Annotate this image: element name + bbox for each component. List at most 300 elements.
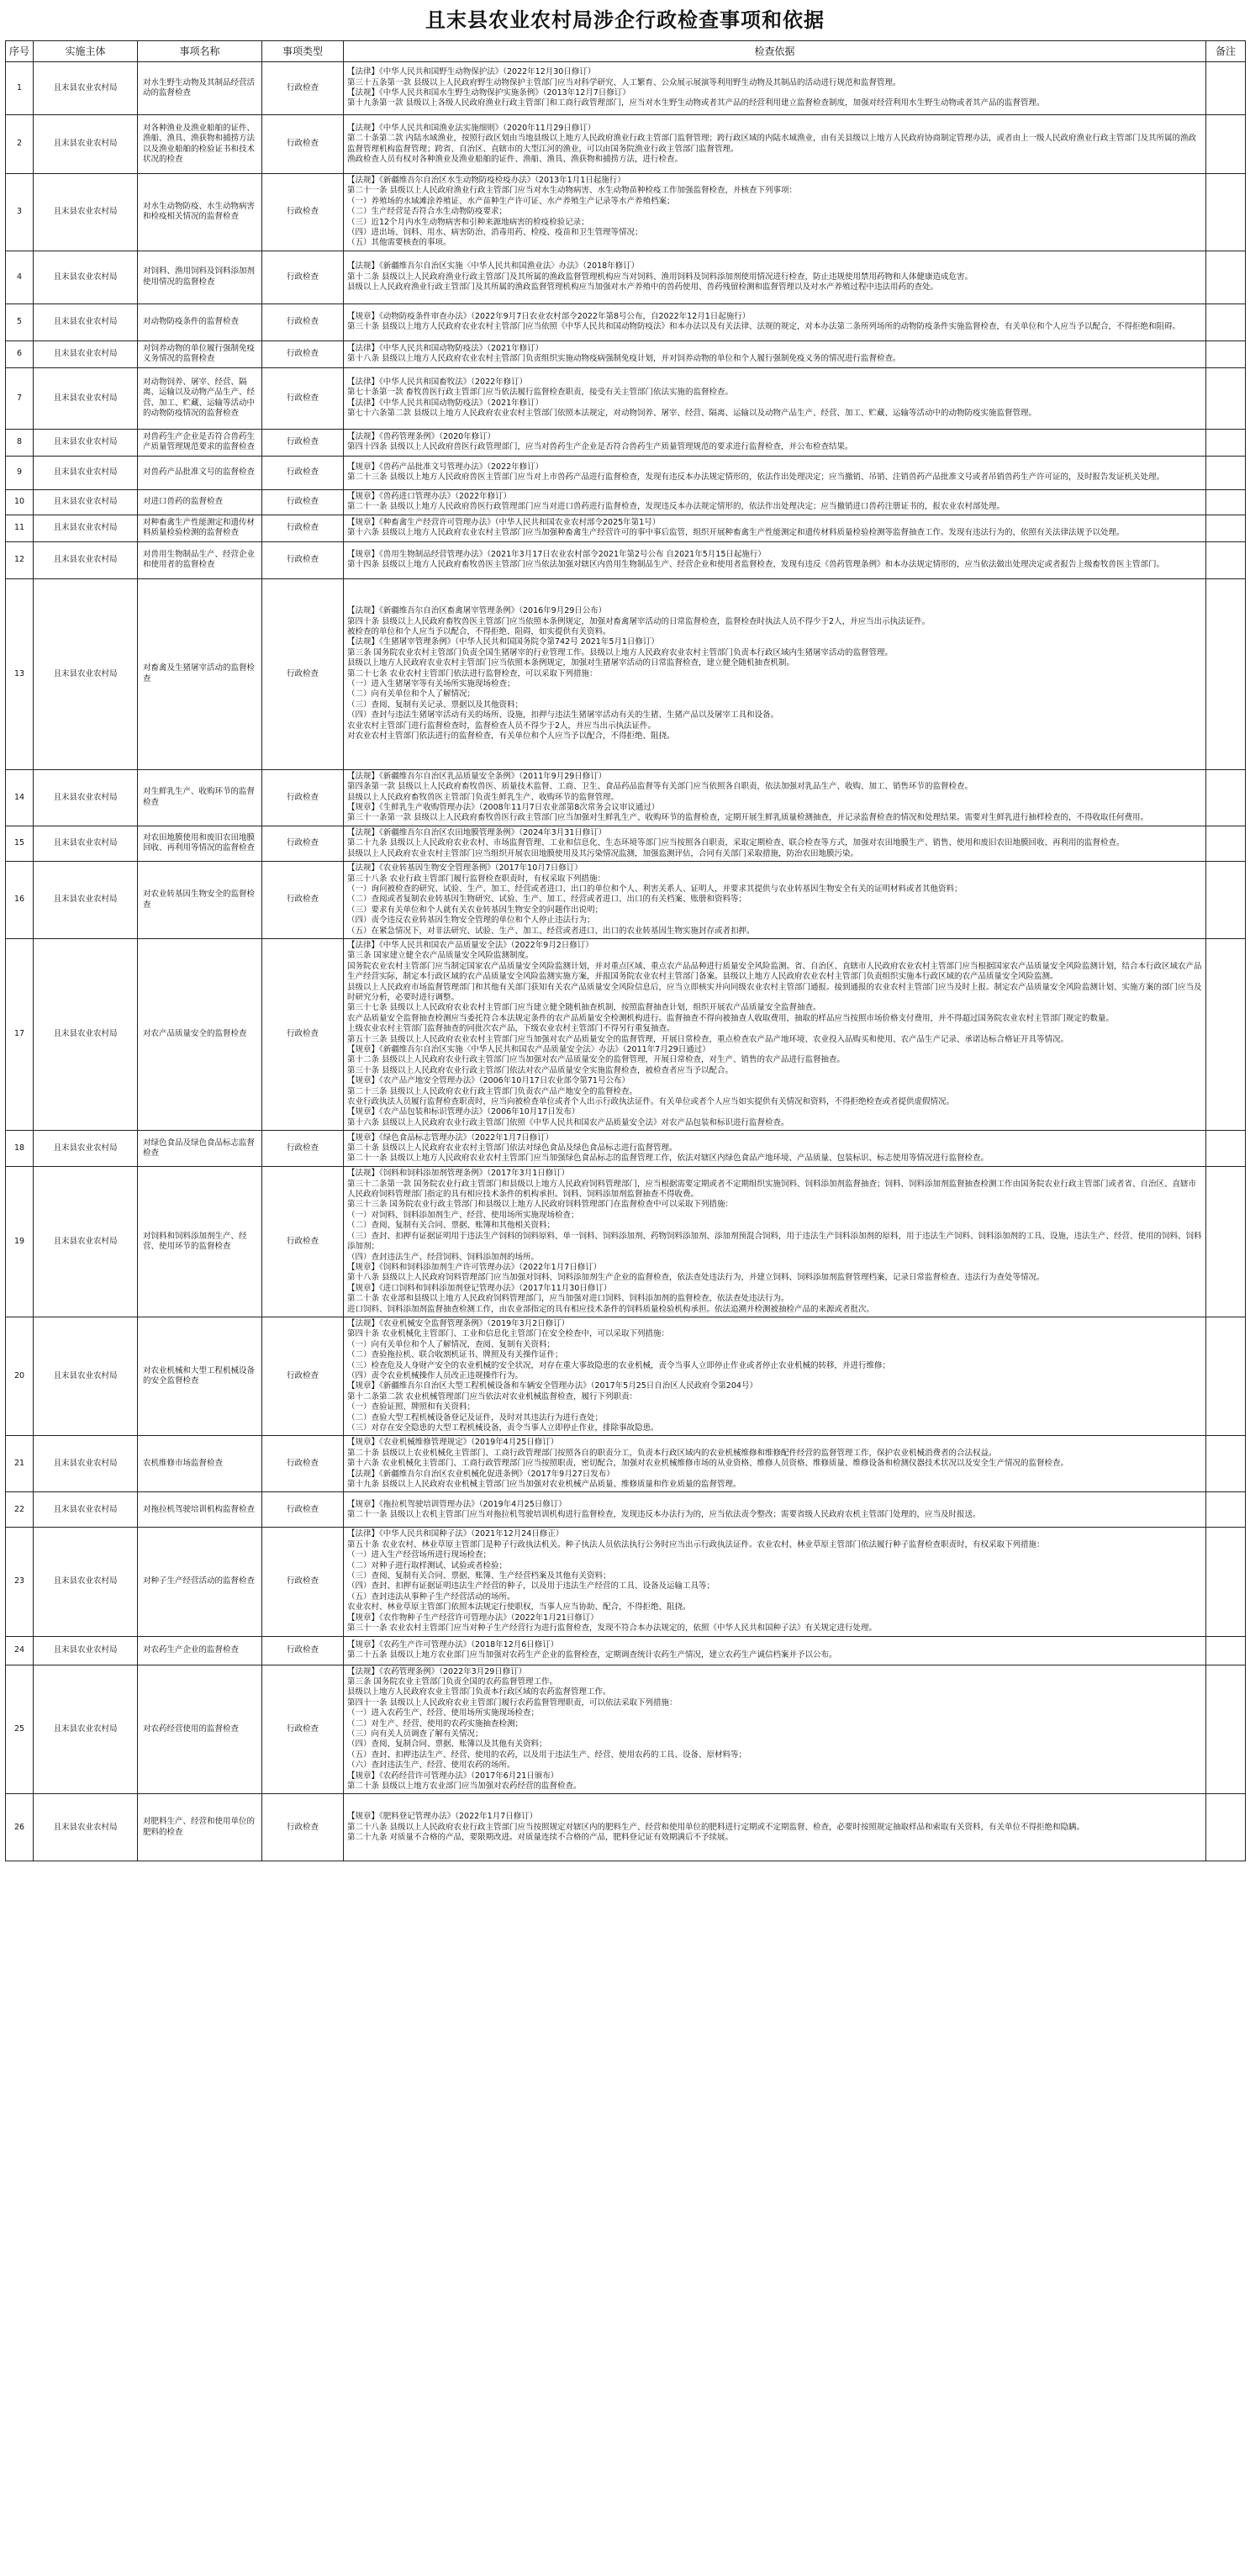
row-item-name: 对水生动物防疫、水生动物病害和检疫相关情况的监督检查 xyxy=(138,174,262,251)
row-remark xyxy=(1206,62,1246,115)
basis-line: （二）向有关单位和个人了解情况； xyxy=(347,689,476,699)
basis-line: 第二十八条 县级以上人民政府农业行政主管部门应当按照规定对辖区内的肥料生产、经营和使用单位的肥料进行定期或不定期监督、检查，必要时按照规定抽取样品和索取有关资料，有关单位不得拒绝和隐瞒。 xyxy=(347,1822,1085,1832)
basis-line: 【法规】《生猪屠宰管理条例》（中华人民共和国国务院令第742号 2021年5月1日修订） xyxy=(347,637,659,647)
row-subject: 且末县农业农村局 xyxy=(34,938,138,1130)
row-item-type: 行政检查 xyxy=(262,62,344,115)
row-item-name: 对畜禽及生猪屠宰活动的监督检查 xyxy=(138,578,262,769)
basis-line: （四）进出场、饲料、用水、病害防治、消毒用药、检疫、疫苗和卫生管理等情况； xyxy=(347,228,643,238)
row-remark xyxy=(1206,578,1246,769)
basis-line: 【法规】《新疆维吾尔自治区畜禽屠宰管理条例》（2016年9月29日公布） xyxy=(347,606,607,616)
row-item-type: 行政检查 xyxy=(262,1636,344,1665)
basis-line: （四）查封、扣押有证据证明违法生产经营的种子，以及用于违法生产经营的工具、设备及运输工具等； xyxy=(347,1581,715,1592)
row-item-name: 对兽用生物制品生产、经营企业和使用者的监督检查 xyxy=(138,541,262,578)
table-row xyxy=(6,1665,1246,1794)
row-item-name: 对动物防疫条件的监督检查 xyxy=(138,304,262,340)
basis-line: （五）查封、扣押违法生产、经营、使用的农药，以及用于违法生产、经营、使用农药的工具、设备、原材料等； xyxy=(347,1750,747,1760)
page-title: 且末县农业农村局涉企行政检查事项和依据 xyxy=(425,8,825,32)
row-item-type: 行政检查 xyxy=(262,769,344,826)
basis-line: 【规章】《兽药产品批准文号管理办法》（2022年修订） xyxy=(347,462,544,472)
basis-line: 上级农业农村主管部门监督抽查的同批次农产品，下级农业农村主管部门不得另行重复抽查。 xyxy=(347,1024,675,1034)
basis-line: 第二十七条 农业农村主管部门依法进行监督检查，可以采取下列措施： xyxy=(347,668,598,678)
basis-line: 【法律】《中华人民共和国动物防疫法》（2021年修订） xyxy=(347,398,544,408)
basis-line: 第二十条 农业部和县级以上地方人民政府饲料管理部门，应当加强对进口饲料、饲料添加剂的监督检查，依法查处违法行为。 xyxy=(347,1294,789,1304)
table-row xyxy=(6,515,1246,541)
basis-line: 第三十七条 县级以上人民政府农业农村主管部门应当建立健全随机抽查机制，按照监督抽查计划，组织开展农产品质量安全监督抽查。 xyxy=(347,1003,821,1013)
basis-line: 【规章】《兽用生物制品经营管理办法》（2021年3月17日农业农村部令2021年第2号公布 自2021年5月15日起施行） xyxy=(347,549,766,559)
row-item-type: 行政检查 xyxy=(262,541,344,578)
table-row xyxy=(6,251,1246,304)
basis-line: 县级以上人民政府渔业行政主管部门及其所属的渔政监督管理机构应当加强对水产养殖中的兽药使用、兽药残留检测和监督管理以及对水产养殖过程中违法用药的查处。 xyxy=(347,282,939,293)
basis-line: 第二十一条 县级以上人民政府渔业行政主管部门应当对水生动物病害、水生动物苗种检疫工作加强监督检查，并核查下列事项： xyxy=(347,186,798,196)
row-number: 12 xyxy=(6,541,34,578)
basis-line: 【规章】《新疆维吾尔自治区大型工程机械设备和车辆安全管理办法》（2017年5月25日自治区人民政府令第204号） xyxy=(347,1381,757,1391)
basis-line: （二）对种子进行取样测试、试验或者检验； xyxy=(347,1560,508,1570)
table-row xyxy=(6,1492,1246,1528)
basis-line: 【法规】《新疆维吾尔自治区实施〈中华人民共和国渔业法〉办法》（2018年修订） xyxy=(347,261,640,272)
row-basis xyxy=(344,251,1206,304)
header-name: 事项名称 xyxy=(138,41,262,62)
row-basis xyxy=(344,1528,1206,1636)
basis-line: 国务院农业农村主管部门应当制定国家农产品质量安全风险监测计划，并对重点区域、重点农产品品种进行质量安全风险监测。省、自治区、直辖市人民政府农业农村主管部门应当根据国家农产品质量安全风险监测计划，结合本行政区域农产品生产经营实际，制定本行政区域的农产品质量安全风险监测实施方案，并报国务院农业农村主管部门备案。县级以上地方人民政府农业农村主管部门负责组织实施本行政区域的农产品质量安全风险监测。 xyxy=(347,961,1202,982)
header-basis: 检查依据 xyxy=(344,41,1206,62)
row-remark xyxy=(1206,1436,1246,1492)
row-subject: 且末县农业农村局 xyxy=(34,1167,138,1317)
row-item-name: 对动物饲养、屠宰、经营、隔离、运输以及动物产品生产、经营、加工、贮藏、运输等活动中的动物防疫情况的监督检查 xyxy=(138,367,262,429)
basis-line: （三）检查危及人身财产安全的农业机械的安全状况，对存在重大事故隐患的农业机械，责令当事人立即停止作业或者停止农业机械的转移，并进行维修； xyxy=(347,1360,891,1370)
basis-line: 第三条 国务院农业农村主管部门负责全国生猪屠宰的行业管理工作。县级以上地方人民政府农业农村主管部门负责本行政区域内生猪屠宰活动的监督管理。 xyxy=(347,647,894,657)
row-number: 5 xyxy=(6,304,34,340)
basis-line: 县级以上地方人民政府农业主管部门负责本行政区域的农药监督管理工作。 xyxy=(347,1687,611,1697)
basis-line: 第七十条第一款 畜牧兽医行政主管部门应当依法履行监督检查职责，接受有关主管部门依法实施的监督检查。 xyxy=(347,388,734,398)
basis-line: （四）查阅、复制合同、票据、账簿以及其他有关资料； xyxy=(347,1739,547,1750)
row-subject: 且末县农业农村局 xyxy=(34,174,138,251)
basis-line: 第三条 国家建立健全农产品质量安全风险监测制度。 xyxy=(347,951,534,961)
basis-line: 第二十三条 县级以上人民政府农业行政主管部门负责农产品产地安全的监督检查。 xyxy=(347,1086,638,1096)
row-remark xyxy=(1206,1528,1246,1636)
basis-line: 【规章】《新疆维吾尔自治区实施〈中华人民共和国农产品质量安全法〉办法》（2011年7月29日通过） xyxy=(347,1045,710,1054)
inspection-table xyxy=(5,40,1246,1861)
basis-line: 第十二条 县级以上人民政府农业行政主管部门应当加强对农产品质量安全的监督管理，开展日常检查，对生产、销售的农产品进行监督抽查。 xyxy=(347,1055,846,1065)
row-remark xyxy=(1206,938,1246,1130)
row-item-type: 行政检查 xyxy=(262,174,344,251)
row-subject: 且末县农业农村局 xyxy=(34,489,138,515)
basis-line: 第四十四条 县级以上人民政府兽医行政管理部门，应当对兽药生产企业是否符合兽药生产质量管理规范的要求进行监督检查，并公布检查结果。 xyxy=(347,442,853,452)
table-row xyxy=(6,1167,1246,1317)
basis-line: 第二十条第二款 内陆水域渔业，按照行政区划由当地县级以上地方人民政府渔业行政主管部门监督管理；跨行政区域的内陆水域渔业，由有关县级以上地方人民政府协商制定管理办法，或者由上一级人民政府渔业行政主管部门及其所属的渔政监督管理机构监督管理；跨省、自治区、直辖市的大型江河的渔业，可以由国务院渔业行政主管部门监督管理。 xyxy=(347,134,1197,154)
row-remark xyxy=(1206,769,1246,826)
basis-line: 第十六条 县级以上人民政府农业行政主管部门依照《中华人民共和国农产品质量安全法》对农产品包装和标识进行监督检查。 xyxy=(347,1117,789,1127)
row-basis xyxy=(344,456,1206,489)
basis-line: 第十二条 县级以上人民政府渔业行政主管部门及其所属的渔政监督管理机构应当对饲料、渔用饲料及饲料添加剂使用情况进行检查，防止违规使用禁用药物和人体健康造成危害。 xyxy=(347,272,973,282)
basis-line: 【规章】《农药生产许可管理办法》（2018年12月6日修订） xyxy=(347,1639,559,1650)
row-subject: 且末县农业农村局 xyxy=(34,541,138,578)
row-number: 1 xyxy=(6,62,34,115)
table-row xyxy=(6,340,1246,367)
row-item-name: 对农田地膜使用和废旧农田地膜回收、再利用等情况的监督检查 xyxy=(138,826,262,861)
basis-line: 【规章】《种畜禽生产经营许可管理办法》（中华人民共和国农业农村部令2025年第1号） xyxy=(347,517,661,527)
basis-line: 【规章】《生鲜乳生产收购管理办法》（2008年11月7日农业部第8次常务会议审议通过） xyxy=(347,803,660,813)
basis-line: 第七十六条第二款 县级以上地方人民政府农业农村主管部门依照本法规定，对动物饲养、屠宰、经营、隔离、运输以及动物产品生产、经营、加工、贮藏、运输等活动中的动物防疫实施监督管理。 xyxy=(347,409,1037,419)
row-subject: 且末县农业农村局 xyxy=(34,515,138,541)
row-item-type: 行政检查 xyxy=(262,1665,344,1794)
row-item-type: 行政检查 xyxy=(262,367,344,429)
row-number: 17 xyxy=(6,938,34,1130)
row-number: 13 xyxy=(6,578,34,769)
row-remark xyxy=(1206,429,1246,456)
row-item-name: 对进口兽药的监督检查 xyxy=(138,489,262,515)
basis-line: 第二十九条 县级以上人民政府农业农村、市场监督管理、工业和信息化、生态环境等部门应当按照各自职责，采取定期检查、联合检查等方式，加强对农田地膜生产、销售、使用和废旧农田地膜回收、再利用的监督检查。 xyxy=(347,838,1125,848)
row-subject: 且末县农业农村局 xyxy=(34,340,138,367)
row-item-name: 对种子生产经营活动的监督检查 xyxy=(138,1528,262,1636)
row-item-type: 行政检查 xyxy=(262,515,344,541)
row-basis xyxy=(344,1665,1206,1794)
basis-line: （三）要求有关单位和个人就有关农业转基因生物安全的问题作出说明； xyxy=(347,905,604,915)
basis-line: 【法规】《农药管理条例》（2022年3月29日修订） xyxy=(347,1666,527,1676)
row-subject: 且末县农业农村局 xyxy=(34,578,138,769)
row-item-name: 对农业转基因生物安全的监督检查 xyxy=(138,862,262,939)
basis-line: （一）进入生猪屠宰等有关场所实施现场检查； xyxy=(347,679,515,689)
row-number: 7 xyxy=(6,367,34,429)
basis-line: 第二十条 县级以上地方农业部门应当加强对农药经营的监督检查。 xyxy=(347,1781,582,1791)
basis-line: （二）生产经营是否符合水生动物防疫要求； xyxy=(347,207,508,217)
basis-line: 【法规】《兽药管理条例》（2020年修订） xyxy=(347,431,496,441)
row-remark xyxy=(1206,826,1246,861)
row-item-type: 行政检查 xyxy=(262,1528,344,1636)
row-number: 24 xyxy=(6,1636,34,1665)
basis-line: 第三十一条第一款 县级以上人民政府畜牧兽医行政主管部门应当加强对生鲜乳生产、收购环节的监督检查，定期开展生鲜乳质量检测抽查，并记录监督检查的情况和处理结果。需要对生鲜乳进行抽样检查的，不得收取任何费用。 xyxy=(347,813,1149,823)
table-row xyxy=(6,1528,1246,1636)
basis-line: （三）查封、扣押有证据证明用于违法生产饲料的饲料原料、单一饲料、饲料添加剂、药物饲料添加剂、添加剂预混合饲料，用于违法生产饲料添加剂的原料，用于违法生产饲料、饲料添加剂的工具、设施，违法生产、经营、使用的饲料、饲料添加剂； xyxy=(347,1231,1202,1252)
table-row xyxy=(6,1636,1246,1665)
header-row xyxy=(6,41,1246,62)
table-row xyxy=(6,1436,1246,1492)
row-number: 23 xyxy=(6,1528,34,1636)
row-basis xyxy=(344,1492,1206,1528)
row-basis xyxy=(344,826,1206,861)
row-basis xyxy=(344,515,1206,541)
row-number: 11 xyxy=(6,515,34,541)
row-item-name: 对生鲜乳生产、收购环节的监督检查 xyxy=(138,769,262,826)
row-subject: 且末县农业农村局 xyxy=(34,62,138,115)
basis-line: 县级以上人民政府市场监督管理部门和其他有关部门获知有关农产品质量安全风险信息后，应当立即核实并向同级农业农村主管部门通报。接到通报的农业农村主管部门应当及时上报。制定农产品质量安全风险监测计划、实施方案的部门应当及时研究分析，必要时进行调整。 xyxy=(347,982,1202,1002)
row-number: 18 xyxy=(6,1131,34,1167)
basis-line: 第十二条第二款 农业机械管理部门应当依法对农业机械监督检查，履行下列职责： xyxy=(347,1391,638,1401)
row-subject: 且末县农业农村局 xyxy=(34,1317,138,1435)
basis-line: 第二十条 县级以上人民政府农业农村主管部门依法对绿色食品及绿色食品标志进行监督管理。 xyxy=(347,1143,678,1153)
row-basis xyxy=(344,578,1206,769)
basis-line: 【法规】《中华人民共和国渔业法实施细则》（2020年11月29日修订） xyxy=(347,123,596,133)
basis-line: 第二十三条 县级以上地方人民政府兽医主管部门应当对上市兽药产品进行监督检查，发现有违反本办法规定情形的，依法作出处理决定；应当撤销、吊销、注销兽药产品批准文号或者吊销兽药生产许可证的，及时报告发证机关处理。 xyxy=(347,472,1165,483)
row-item-name: 对肥料生产、经营和使用单位的肥料的检查 xyxy=(138,1794,262,1861)
row-remark xyxy=(1206,1131,1246,1167)
row-number: 14 xyxy=(6,769,34,826)
row-basis xyxy=(344,429,1206,456)
row-item-type: 行政检查 xyxy=(262,304,344,340)
basis-line: 第三十八条 农业行政主管部门履行监督检查职责时，有权采取下列措施： xyxy=(347,874,606,884)
basis-line: 第二十一条 县级以上地方人民政府兽医行政管理部门应当对进口兽药进行监督检查，发现违反本办法规定情形的，依法作出处理决定；应当撤销进口兽药注册证书的，报农业农村部处理。 xyxy=(347,502,1005,512)
row-item-name: 对农产品质量安全的监督检查 xyxy=(138,938,262,1130)
basis-line: （一）对饲料、饲料添加剂生产、经营、使用场所实施现场检查； xyxy=(347,1210,579,1220)
basis-line: 县级以上地方人民政府农业农村主管部门应当依照本条例规定，加强对生猪屠宰活动的日常监督检查，建立健全随机抽查机制。 xyxy=(347,658,795,668)
basis-line: （三）近12个月内水生动物病害和引种来源地病害的检疫检验记录； xyxy=(347,217,589,227)
basis-line: 第十六条 农业机械化主管部门、工商行政管理部门应当按照职责，密切配合，加强对农业机械维修市场的从业资格、维修人员资格、维修质量、维修设备和检测仪器技术状况以及安全生产情况的监督检查。 xyxy=(347,1459,1069,1469)
basis-line: 第三十一条 农业农村主管部门应当对种子生产经营行为进行监督检查，发现不符合本办法规定的，依照《中华人民共和国种子法》有关规定进行处理。 xyxy=(347,1623,878,1634)
row-item-type: 行政检查 xyxy=(262,578,344,769)
table-row xyxy=(6,456,1246,489)
row-remark xyxy=(1206,340,1246,367)
row-basis xyxy=(344,1636,1206,1665)
row-item-type: 行政检查 xyxy=(262,938,344,1130)
row-item-name: 对种畜禽生产性能测定和遗传材料质量检验检测的监督检查 xyxy=(138,515,262,541)
basis-line: （四）责令违反农业转基因生物安全管理的单位和个人停止违法行为； xyxy=(347,916,595,926)
row-basis xyxy=(344,340,1206,367)
table-row xyxy=(6,62,1246,115)
basis-line: 【规章】《农业机械维修管理规定》（2019年4月25日修订） xyxy=(347,1438,559,1448)
basis-line: 第十四条 县级以上地方人民政府畜牧兽医主管部门应当依法加强对辖区内兽用生物制品生产、经营企业和使用者监督检查，发现有违反《兽药管理条例》和本办法规定情形的，应当依法做出处理决定或者报告上级畜牧兽医主管部门。 xyxy=(347,560,1165,570)
row-item-name: 对饲养动物的单位履行强制免疫义务情况的监督检查 xyxy=(138,340,262,367)
row-item-type: 行政检查 xyxy=(262,1131,344,1167)
basis-line: 【法规】《新疆维吾尔自治区乳品质量安全条例》（2011年9月29日修订） xyxy=(347,771,607,781)
basis-line: 农产品质量安全监督抽查检测应当委托符合本法规定条件的农产品质量安全检测机构进行。监督抽查不得向被抽查人收取费用，抽取的样品应当按照市场价格支付费用，并不得超过国务院农业农村主管部门规定的数量。 xyxy=(347,1013,1115,1023)
row-item-type: 行政检查 xyxy=(262,115,344,174)
row-remark xyxy=(1206,367,1246,429)
row-remark xyxy=(1206,489,1246,515)
table-row xyxy=(6,826,1246,861)
row-basis xyxy=(344,1167,1206,1317)
basis-line: 【法律】《中华人民共和国野生动物保护法》（2022年12月30日修订） xyxy=(347,67,596,77)
row-subject: 且末县农业农村局 xyxy=(34,1131,138,1167)
basis-line: 渔政检查人员有权对各种渔业及渔业船舶的证件、渔船、渔具、渔获物和捕捞方法，进行检查。 xyxy=(347,154,683,164)
basis-line: 【规章】《肥料登记管理办法》（2022年1月7日修订） xyxy=(347,1812,538,1822)
table-row xyxy=(6,367,1246,429)
basis-line: 【法规】《新疆维吾尔自治区水生动物防疫检疫办法》（2013年1月1日起施行） xyxy=(347,176,625,185)
row-item-name: 对兽药生产企业是否符合兽药生产质量管理规范要求的监督检查 xyxy=(138,429,262,456)
basis-line: （五）其他需要核查的事项。 xyxy=(347,238,451,248)
row-number: 3 xyxy=(6,174,34,251)
row-remark xyxy=(1206,1636,1246,1665)
basis-line: 第三十条 县级以上地方人民政府农业农村主管部门应当依照《中华人民共和国动物防疫法》和本办法以及有关法律、法规的规定，对本办法第二条所列场所的动物防疫条件实施监督检查，有关单位和个人应当予以配合，不得拒绝和阻碍。 xyxy=(347,322,1181,332)
row-remark xyxy=(1206,251,1246,304)
row-remark xyxy=(1206,456,1246,489)
row-subject: 且末县农业农村局 xyxy=(34,251,138,304)
basis-line: （三）向有关人员调查了解有关情况； xyxy=(347,1729,483,1739)
table-row xyxy=(6,578,1246,769)
row-item-type: 行政检查 xyxy=(262,456,344,489)
basis-line: （一）查验证照、牌照和有关资料； xyxy=(347,1402,476,1412)
basis-line: （一）养殖场的水域滩涂养殖证、水产苗种生产许可证、水产养殖生产记录等水产养殖档案； xyxy=(347,196,675,206)
basis-line: 第十九条 县级以上人民政府农业机械主管部门应当加强对农业机械产品质量、维修质量和作业质量的监督管理。 xyxy=(347,1480,741,1490)
row-remark xyxy=(1206,1167,1246,1317)
header-remark: 备注 xyxy=(1206,41,1246,62)
row-subject: 且末县农业农村局 xyxy=(34,1436,138,1492)
row-item-type: 行政检查 xyxy=(262,1317,344,1435)
row-basis xyxy=(344,862,1206,939)
basis-line: （四）查封与违法生猪屠宰活动有关的场所、设施，扣押与违法生猪屠宰活动有关的生猪、生猪产品以及屠宰工具和设备。 xyxy=(347,710,779,721)
row-item-type: 行政检查 xyxy=(262,1794,344,1861)
row-basis xyxy=(344,489,1206,515)
basis-line: （一）进入生产经营场所进行现场检查； xyxy=(347,1550,492,1560)
basis-line: 农业农村主管部门进行监督检查时，监督检查人员不得少于2人，并应当出示执法证件。 xyxy=(347,721,657,731)
row-remark xyxy=(1206,174,1246,251)
row-basis xyxy=(344,1794,1206,1861)
row-remark xyxy=(1206,541,1246,578)
table-row xyxy=(6,541,1246,578)
row-basis xyxy=(344,541,1206,578)
basis-line: 第三十三条 国务院农业行政主管部门和县级以上地方人民政府饲料管理部门在监督检查中可以采取下列措施： xyxy=(347,1200,734,1210)
basis-line: 【法律】《中华人民共和国农产品质量安全法》（2022年9月2日修订） xyxy=(347,940,593,950)
row-subject: 且末县农业农村局 xyxy=(34,1794,138,1861)
row-number: 9 xyxy=(6,456,34,489)
basis-line: 【规章】《农产品包装和标识管理办法》（2006年10月17日发布） xyxy=(347,1107,580,1117)
row-number: 20 xyxy=(6,1317,34,1435)
basis-line: 农业农村、林业草原主管部门依照本法规定行使职权，当事人应当协助、配合，不得拒绝、阻挠。 xyxy=(347,1602,691,1613)
basis-line: （三）对存在安全隐患的大型工程机械设备，责令当事人立即停止作业，排除事故隐患。 xyxy=(347,1423,659,1433)
row-subject: 且末县农业农村局 xyxy=(34,429,138,456)
row-item-type: 行政检查 xyxy=(262,1167,344,1317)
row-basis xyxy=(344,367,1206,429)
basis-line: 第十六条 县级以上地方人民政府农业农村主管部门应当加强种畜禽生产经营许可的事中事后监管，组织开展种畜禽生产性能测定和遗传材料质量检验检测等监督抽查工作。发现有违法行为的，依照有关法律法规予以处理。 xyxy=(347,528,1125,538)
basis-line: （二）查验大型工程机械设备登记及证件，及时对其违法行为进行查处； xyxy=(347,1412,604,1423)
table-row xyxy=(6,115,1246,174)
table-row xyxy=(6,429,1246,456)
row-subject: 且末县农业农村局 xyxy=(34,456,138,489)
table-row xyxy=(6,938,1246,1130)
table-row xyxy=(6,1794,1246,1861)
basis-line: 【规章】《兽药进口管理办法》（2022年修订） xyxy=(347,491,512,501)
row-subject: 且末县农业农村局 xyxy=(34,862,138,939)
row-item-type: 行政检查 xyxy=(262,1436,344,1492)
row-number: 25 xyxy=(6,1665,34,1794)
basis-line: 第三十二条第一款 国务院农业行政主管部门和县级以上地方人民政府饲料管理部门，应当根据需要定期或者不定期组织实施饲料、饲料添加剂监督抽查；饲料、饲料添加剂监督抽查检测工作由国务院农业行政主管部门或者省、自治区、直辖市人民政府饲料管理部门指定的具有相应技术条件的机构承担。饲料、饲料添加剂监督抽查不得收费。 xyxy=(347,1179,1197,1200)
basis-line: 第十九条第一款 县级以上各级人民政府渔业行政主管部门和工商行政管理部门，应当对水生野生动物或者其产品的经营利用建立监督检查制度，加强对经营利用水生野生动物或者其产品的监督管理。 xyxy=(347,98,1045,108)
table-row xyxy=(6,174,1246,251)
basis-line: 【规章】《饲料和饲料添加剂生产许可管理办法》（2022年1月7日修订） xyxy=(347,1262,602,1272)
table-row xyxy=(6,769,1246,826)
basis-line: 第三条 国务院农业主管部门负责全国的农药监督管理工作。 xyxy=(347,1676,558,1687)
row-item-type: 行政检查 xyxy=(262,429,344,456)
row-item-name: 对拖拉机驾驶培训机构监督检查 xyxy=(138,1492,262,1528)
basis-line: 第五十三条 县级以上人民政府农业农村主管部门应当加强对农产品质量安全的监督管理，开展日常检查，重点检查农产品产地环境、农业投入品购买和使用、农产品生产记录、承诺达标合格证开具等情况。 xyxy=(347,1034,1069,1044)
basis-line: （四）责令农业机械操作人员改正违规操作行为。 xyxy=(347,1370,524,1380)
row-item-name: 对农药经营使用的监督检查 xyxy=(138,1665,262,1794)
header-type: 事项类型 xyxy=(262,41,344,62)
row-item-name: 对水生野生动物及其制品经营活动的监督检查 xyxy=(138,62,262,115)
row-item-name: 对饲料、渔用饲料及饲料添加剂使用情况的监督检查 xyxy=(138,251,262,304)
row-subject: 且末县农业农村局 xyxy=(34,1665,138,1794)
row-item-type: 行政检查 xyxy=(262,251,344,304)
table-row xyxy=(6,489,1246,515)
basis-line: （一）向有关单位和个人了解情况，查阅、复制有关资料； xyxy=(347,1339,556,1349)
row-number: 10 xyxy=(6,489,34,515)
basis-line: 【法规】《新疆维吾尔自治区农田地膜管理条例》（2024年3月31日修订） xyxy=(347,827,607,837)
row-basis xyxy=(344,62,1206,115)
basis-line: 县级以上人民政府畜牧兽医主管部门负责生鲜乳生产、收购环节的监督管理。 xyxy=(347,792,620,802)
basis-line: （三）查阅、复制有关记录、票据以及其他资料； xyxy=(347,699,524,710)
basis-line: （二）查验拖拉机、联合收割机证书、牌照及有关操作证件； xyxy=(347,1350,563,1360)
row-remark xyxy=(1206,304,1246,340)
row-basis xyxy=(344,174,1206,251)
row-remark xyxy=(1206,1665,1246,1794)
basis-line: 【规章】《农作物种子生产经营许可管理办法》（2022年1月21日修订） xyxy=(347,1613,599,1623)
basis-line: 第二十九条 对质量不合格的产品，要限期改进。对质量连续不合格的产品，肥料登记证有效期满后不予续展。 xyxy=(347,1833,734,1843)
row-basis xyxy=(344,115,1206,174)
header-no: 序号 xyxy=(6,41,34,62)
row-basis xyxy=(344,1436,1206,1492)
row-item-type: 行政检查 xyxy=(262,1492,344,1528)
row-number: 22 xyxy=(6,1492,34,1528)
table-row xyxy=(6,1317,1246,1435)
basis-line: 【规章】《农药经营许可管理办法》（2017年6月21日颁布） xyxy=(347,1771,559,1781)
basis-line: （二）查阅、复制有关合同、票据、账簿和其他相关资料； xyxy=(347,1221,556,1231)
basis-line: 【规章】《动物防疫条件审查办法》（2022年9月7日农业农村部令2022年第8号公布，自2022年12月1日起施行） xyxy=(347,311,751,321)
basis-line: 【法规】《饲料和饲料添加剂管理条例》（2017年3月1日修订） xyxy=(347,1169,570,1179)
row-subject: 且末县农业农村局 xyxy=(34,1636,138,1665)
row-number: 19 xyxy=(6,1167,34,1317)
row-subject: 且末县农业农村局 xyxy=(34,826,138,861)
row-basis xyxy=(344,1131,1206,1167)
table-row xyxy=(6,862,1246,939)
row-item-name: 对农药生产企业的监督检查 xyxy=(138,1636,262,1665)
basis-line: 【法律】《中华人民共和国动物防疫法》（2021年修订） xyxy=(347,343,544,353)
row-item-name: 对各种渔业及渔业船舶的证件、渔船、渔具、渔获物和捕捞方法以及渔业船舶的检验证书和技术状况的检查 xyxy=(138,115,262,174)
basis-line: 【法规】《农业转基因生物安全管理条例》（2017年10月7日修订） xyxy=(347,863,583,874)
row-basis xyxy=(344,938,1206,1130)
basis-line: 第四十条 县级以上人民政府畜牧兽医主管部门应当依照本条例规定，加强对畜禽屠宰活动的日常监督检查，监督检查时执法人员不得少于2人，并应当出示执法证件。 xyxy=(347,616,931,626)
basis-line: 【规章】《进口饲料和饲料添加剂登记管理办法》（2017年11月30日修订） xyxy=(347,1283,612,1293)
basis-line: 县级以上人民政府农业农村主管部门应当组织开展农田地膜使用及其污染情况监测，加强监测评估，合同有关部门采取措施，防治农田地膜污染。 xyxy=(347,848,859,858)
basis-line: 第二十一条 县级以上农机主管部门应当对拖拉机驾驶培训机构进行监督检查，发现违反本办法行为的，应当依法责令整改；需要省级人民政府农机主管部门处理的，应当及时报送。 xyxy=(347,1509,981,1519)
row-number: 8 xyxy=(6,429,34,456)
basis-line: 被检查的单位和个人应当予以配合，不得拒绝、阻碍，如实提供有关资料。 xyxy=(347,627,611,637)
basis-line: 对农业农村主管部门依法进行的监督检查，有关单位和个人应当予以配合，不得拒绝、阻挠。 xyxy=(347,731,675,742)
basis-line: 农业行政执法人员履行监督检查职责时，应当向被检查单位或者个人出示行政执法证件。有关单位或者个人应当如实提供有关情况和资料，不得拒绝检查或者提供虚假情况。 xyxy=(347,1097,955,1107)
row-remark xyxy=(1206,515,1246,541)
basis-line: 【法律】《中华人民共和国种子法》（2021年12月24日修正） xyxy=(347,1529,564,1539)
table-row xyxy=(6,1131,1246,1167)
basis-line: 第三十条 县级以上人民政府农业行政主管部门依法对农产品质量安全实施监督检查，被检查者应当予以配合。 xyxy=(347,1065,734,1075)
basis-line: （五）查封违法从事种子生产经营活动的场所。 xyxy=(347,1592,515,1602)
row-number: 4 xyxy=(6,251,34,304)
row-remark xyxy=(1206,115,1246,174)
row-subject: 且末县农业农村局 xyxy=(34,367,138,429)
basis-line: 【法规】《农业机械安全监督管理条例》（2019年3月2日修订） xyxy=(347,1318,570,1328)
row-subject: 且末县农业农村局 xyxy=(34,304,138,340)
basis-line: （三）查阅、复制有关合同、票据、账簿、生产经营档案及其他有关资料； xyxy=(347,1571,611,1581)
row-number: 26 xyxy=(6,1794,34,1861)
row-number: 6 xyxy=(6,340,34,367)
basis-line: 【法律】《中华人民共和国畜牧法》（2022年修订） xyxy=(347,377,528,388)
row-basis xyxy=(344,304,1206,340)
basis-line: 第四十一条 县级以上人民政府农业主管部门履行农药监督管理职责，可以依法采取下列措施： xyxy=(347,1697,678,1708)
basis-line: 第四十条 农业机械化主管部门、工业和信息化主管部门在安全检查中，可以采取下列措施： xyxy=(347,1329,670,1339)
row-subject: 且末县农业农村局 xyxy=(34,769,138,826)
basis-line: 【规章】《农产品产地安全管理办法》（2006年10月17日农业部令第71号公布） xyxy=(347,1076,630,1086)
basis-line: 【规章】《绿色食品标志管理办法》（2022年1月7日修订） xyxy=(347,1132,554,1143)
row-basis xyxy=(344,1317,1206,1435)
row-item-name: 对绿色食品及绿色食品标志监督检查 xyxy=(138,1131,262,1167)
row-subject: 且末县农业农村局 xyxy=(34,1528,138,1636)
basis-line: 第三十五条第一款 县级以上人民政府野生动物保护主管部门应当对科学研究、人工繁育、公众展示展演等利用野生动物及其制品的活动进行规范和监督管理。 xyxy=(347,77,901,87)
basis-line: （二）查阅或者复制农业转基因生物研究、试验、生产、加工、经营或者进口、出口的有关档案、账册和资料等； xyxy=(347,895,747,905)
row-remark xyxy=(1206,1492,1246,1528)
row-item-name: 对农业机械和大型工程机械设备的安全监督检查 xyxy=(138,1317,262,1435)
row-number: 2 xyxy=(6,115,34,174)
table-body xyxy=(6,62,1246,1861)
basis-line: （五）在紧急情况下，对非法研究、试验、生产、加工、经营或者进口、出口的农业转基因生物实施封存或者扣押。 xyxy=(347,926,755,936)
row-item-type: 行政检查 xyxy=(262,862,344,939)
row-item-type: 行政检查 xyxy=(262,489,344,515)
row-subject: 且末县农业农村局 xyxy=(34,115,138,174)
